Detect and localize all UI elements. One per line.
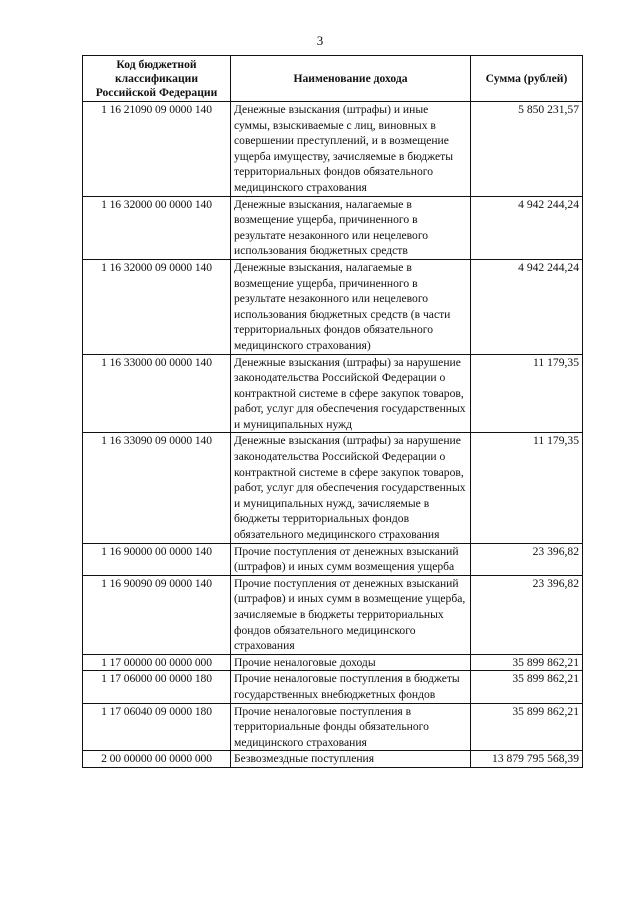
- row-code: 1 16 21090 09 0000 140: [83, 102, 231, 197]
- row-sum: 4 942 244,24: [471, 259, 583, 354]
- header-name: Наименование дохода: [231, 56, 471, 102]
- row-name: Прочие неналоговые поступления в территориальные фонды обязательного медицинского страхования: [231, 703, 471, 751]
- row-code: 1 16 32000 09 0000 140: [83, 259, 231, 354]
- row-code: 1 17 06040 09 0000 180: [83, 703, 231, 751]
- row-code: 2 00 00000 00 0000 000: [83, 751, 231, 768]
- row-sum: 13 879 795 568,39: [471, 751, 583, 768]
- row-name: Денежные взыскания (штрафы) за нарушение законодательства Российской Федерации о контрактной системе в сфере закупок товаров, работ, услуг для обеспечения государственных и муниципальных нужд, зачисляемые в бюджеты территориальных фондов обязательного медицинского страхования: [231, 433, 471, 543]
- row-sum: 4 942 244,24: [471, 196, 583, 259]
- row-name: Денежные взыскания, налагаемые в возмещение ущерба, причиненного в результате незаконного или нецелевого использования бюджетных средств: [231, 196, 471, 259]
- row-sum: 11 179,35: [471, 354, 583, 433]
- row-name: Безвозмездные поступления: [231, 751, 471, 768]
- row-name: Прочие неналоговые поступления в бюджеты государственных внебюджетных фондов: [231, 671, 471, 703]
- table-row: [83, 102, 583, 197]
- row-code: 1 16 33000 00 0000 140: [83, 354, 231, 433]
- row-name: Денежные взыскания (штрафы) и иные суммы, взыскиваемые с лиц, виновных в совершении преступлений, и в возмещение ущерба имуществу, зачисляемые в бюджеты территориальных фондов обязательного медицинского страхования: [231, 102, 471, 197]
- table-row: [83, 543, 583, 575]
- row-code: 1 16 90000 00 0000 140: [83, 543, 231, 575]
- header-code: Код бюджетной классификации Российской Федерации: [83, 56, 231, 102]
- row-code: 1 16 33090 09 0000 140: [83, 433, 231, 543]
- row-sum: 23 396,82: [471, 543, 583, 575]
- row-name: Прочие поступления от денежных взысканий (штрафов) и иных сумм возмещения ущерба: [231, 543, 471, 575]
- page-number: 3: [316, 33, 324, 48]
- table-row: [83, 196, 583, 259]
- row-code: 1 16 32000 00 0000 140: [83, 196, 231, 259]
- table-row: [83, 259, 583, 354]
- row-sum: 35 899 862,21: [471, 671, 583, 703]
- row-name: Прочие поступления от денежных взысканий (штрафов) и иных сумм в возмещение ущерба, зачисляемые в бюджеты территориальных фондов обязательного медицинского страхования: [231, 575, 471, 654]
- row-sum: 11 179,35: [471, 433, 583, 543]
- row-code: 1 17 00000 00 0000 000: [83, 654, 231, 671]
- row-sum: 35 899 862,21: [471, 703, 583, 751]
- table-row: [83, 654, 583, 671]
- row-sum: 35 899 862,21: [471, 654, 583, 671]
- revenue-table: [82, 55, 583, 768]
- table-row: [83, 751, 583, 768]
- table-row: [83, 671, 583, 703]
- row-code: 1 16 90090 09 0000 140: [83, 575, 231, 654]
- row-code: 1 17 06000 00 0000 180: [83, 671, 231, 703]
- table-row: [83, 433, 583, 543]
- row-sum: 5 850 231,57: [471, 102, 583, 197]
- table-row: [83, 575, 583, 654]
- row-name: Прочие неналоговые доходы: [231, 654, 471, 671]
- header-sum: Сумма (рублей): [471, 56, 583, 102]
- row-name: Денежные взыскания (штрафы) за нарушение законодательства Российской Федерации о контрактной системе в сфере закупок товаров, работ, услуг для обеспечения государственных и муниципальных нужд: [231, 354, 471, 433]
- table-row: [83, 703, 583, 751]
- table-header-row: [83, 56, 583, 102]
- table-row: [83, 354, 583, 433]
- row-sum: 23 396,82: [471, 575, 583, 654]
- row-name: Денежные взыскания, налагаемые в возмещение ущерба, причиненного в результате незаконного или нецелевого использования бюджетных средств (в части территориальных фондов обязательного медицинского страхования): [231, 259, 471, 354]
